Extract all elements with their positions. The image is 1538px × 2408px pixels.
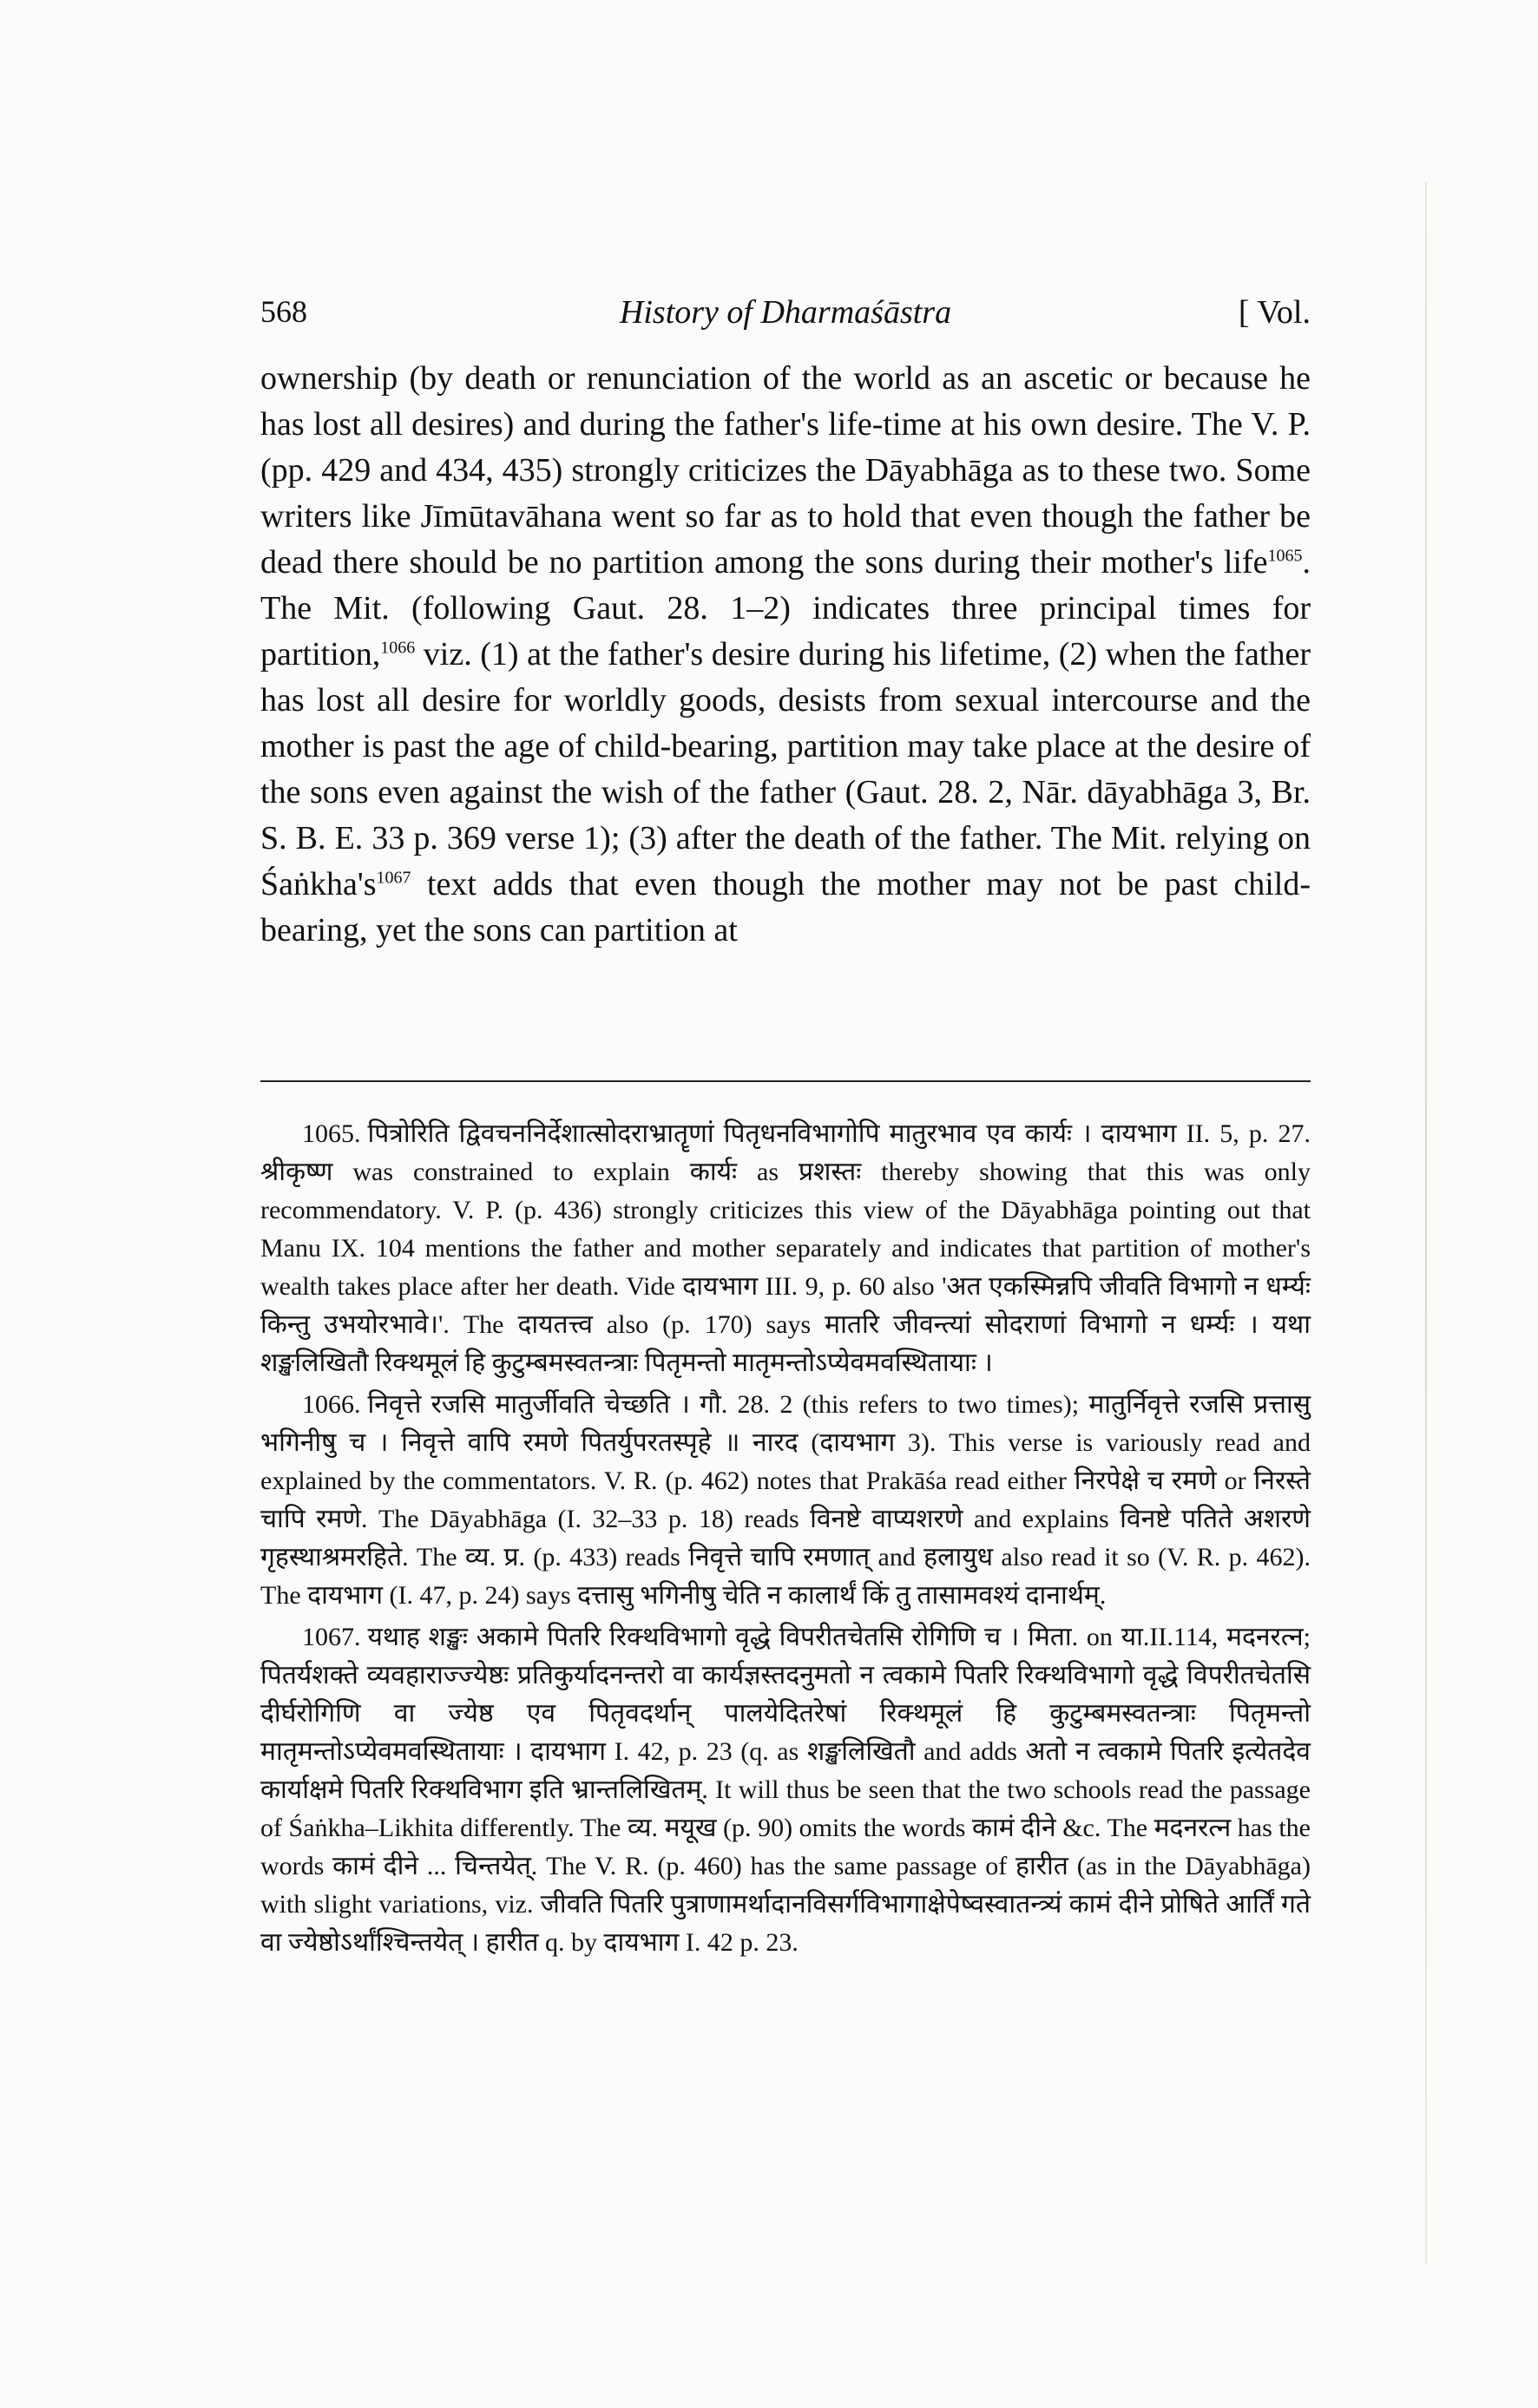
footnote-ref-1065[interactable]: 1065 [1267, 546, 1303, 566]
footnote-text: निवृत्ते रजसि मातुर्जीवति चेच्छति । गौ. 28. 2 (this refers to two times); मातुर्निवृत्ते रजसि प्रत्तासु भगिनीषु च । निवृत्ते वापि रमणे पितर्युपरतस्पृहे ॥ नारद (दायभाग 3). This verse is variously read and explained by the commentators. V. R. (p. 462) notes that Prakāśa read either निरपेक्षे च रमणे or निरस्ते चापि रमणे. The Dāyabhāga (I. 32–33 p. 18) reads विनष्टे वाप्यशरणे and explains विनष्टे पतिते अशरणे गृहस्थाश्रमरहिते. The व्य. प्र. (p. 433) reads निवृत्ते चापि रमणात् and हलायुध also read it so (V. R. p. 462). The दायभाग (I. 47, p. 24) says दत्तासु भगिनीषु चेति न कालार्थं किं तु तासामवश्यं दानार्थम्. [260, 1390, 1311, 1610]
body-text-part-2: . The Mit. (following Gaut. 28. 1–2) indicates three principal times for partition, [260, 544, 1311, 673]
footnote-text: पित्रोरिति द्विवचननिर्देशात्सोदराभ्रातॄणां पितृधनविभागोपि मातुरभाव एव कार्यः । दायभाग II. 5, p. 27. श्रीकृष्ण was constrained to explain कार्यः as प्रशस्तः thereby showing that this was only recommendatory. V. P. (p. 436) strongly criticizes this view of the Dāyabhāga pointing out that Manu IX. 104 mentions the father and mother separately and indicates that partition of mother's wealth takes place after her death. Vide दायभाग III. 9, p. 60 also 'अत एकस्मिन्नपि जीवति विभागो न धर्म्यः किन्तु उभयोरभावे।'. The दायतत्त्व also (p. 170) says मातरि जीवन्त्यां सोदराणां विभागो न धर्म्यः । यथा शङ्खलिखितौ रिक्थमूलं हि कुटुम्बमस्वतन्त्राः पितृमन्तो मातृमन्तोऽप्येवमवस्थितायाः । [260, 1119, 1311, 1377]
page-number: 568 [260, 294, 307, 329]
footnote [260, 1115, 1311, 1382]
body-text-part-3: viz. (1) at the father's desire during his lifetime, (2) when the father has lost all desire for worldly goods, desists from sexual intercourse and the mother is past the age of child-bearing, partition may take place at the desire of the sons even against the wish of the father (Gaut. 28. 2, Nār. dāyabhāga 3, Br. S. B. E. 33 p. 369 verse 1); (3) after the death of the father. The Mit. relying on Śaṅkha's [260, 636, 1311, 902]
running-title: History of Dharmaśāstra [619, 294, 952, 331]
body-paragraph [260, 356, 1311, 954]
footnote [260, 1386, 1311, 1615]
footnote-ref-1066[interactable]: 1066 [380, 638, 416, 658]
footnote [260, 1618, 1311, 1962]
volume-marker: [ Vol. [1238, 294, 1311, 331]
footnote-separator [260, 1080, 1311, 1082]
footnote-ref-1067[interactable]: 1067 [376, 868, 411, 888]
footnote-number: 1067. [302, 1623, 361, 1651]
footnote-text: यथाह शङ्खः अकामे पितरि रिक्थविभागो वृद्धे विपरीतचेतसि रोगिणि च । मिता. on या.II.114, मदनरत्न; पितर्यशक्ते व्यवहाराज्ज्येष्ठः प्रतिकुर्यादनन्तरो वा कार्यज्ञस्तदनुमतो न त्वकामे पितरि रिक्थविभागो वृद्धे विपरीतचेतसि दीर्घरोगिणि वा ज्येष्ठ एव पितृवदर्थान् पालयेदितरेषां रिक्थमूलं हि कुटुम्बमस्वतन्त्राः पितृमन्तो मातृमन्तोऽप्येवमवस्थितायाः । दायभाग I. 42, p. 23 (q. as शङ्खलिखितौ and adds अतो न त्वकामे पितरि इत्येतदेव कार्याक्षमे पितरि रिक्थविभाग इति भ्रान्तलिखितम्. It will thus be seen that the two schools read the passage of Śaṅkha–Likhita differently. The व्य. मयूख (p. 90) omits the words कामं दीने &c. The मदनरत्न has the words कामं दीने ... चिन्तयेत्. The V. R. (p. 460) has the same passage of हारीत (as in the Dāyabhāga) with slight variations, viz. जीवति पितरि पुत्राणामर्थादानविसर्गविभागाक्षेपेष्वस्वातन्त्र्यं कामं दीने प्रोषिते आर्तिं गते वा ज्येष्ठोऽर्थांश्चिन्तयेत् । हारीत q. by दायभाग I. 42 p. 23. [260, 1623, 1311, 1957]
body-text-part-1: ownership (by death or renunciation of the world as an ascetic or because he has lost all desires) and during the father's life-time at his own desire. The V. P. (pp. 429 and 434, 435) strongly criticizes the Dāyabhāga as to these two. Some writers like Jīmūtavāhana went so far as to hold that even though the father be dead there should be no partition among the sons during their mother's life [260, 360, 1311, 581]
footnote-number: 1066. [302, 1390, 361, 1419]
body-text-part-4: text adds that even though the mother may not be past child-bearing, yet the sons can partition at [260, 866, 1311, 948]
footnote-number: 1065. [302, 1119, 361, 1148]
main-text [260, 356, 1311, 954]
scan-edge-line [1425, 182, 1427, 2265]
footnotes-section [260, 1115, 1311, 1965]
running-header [260, 293, 1311, 345]
